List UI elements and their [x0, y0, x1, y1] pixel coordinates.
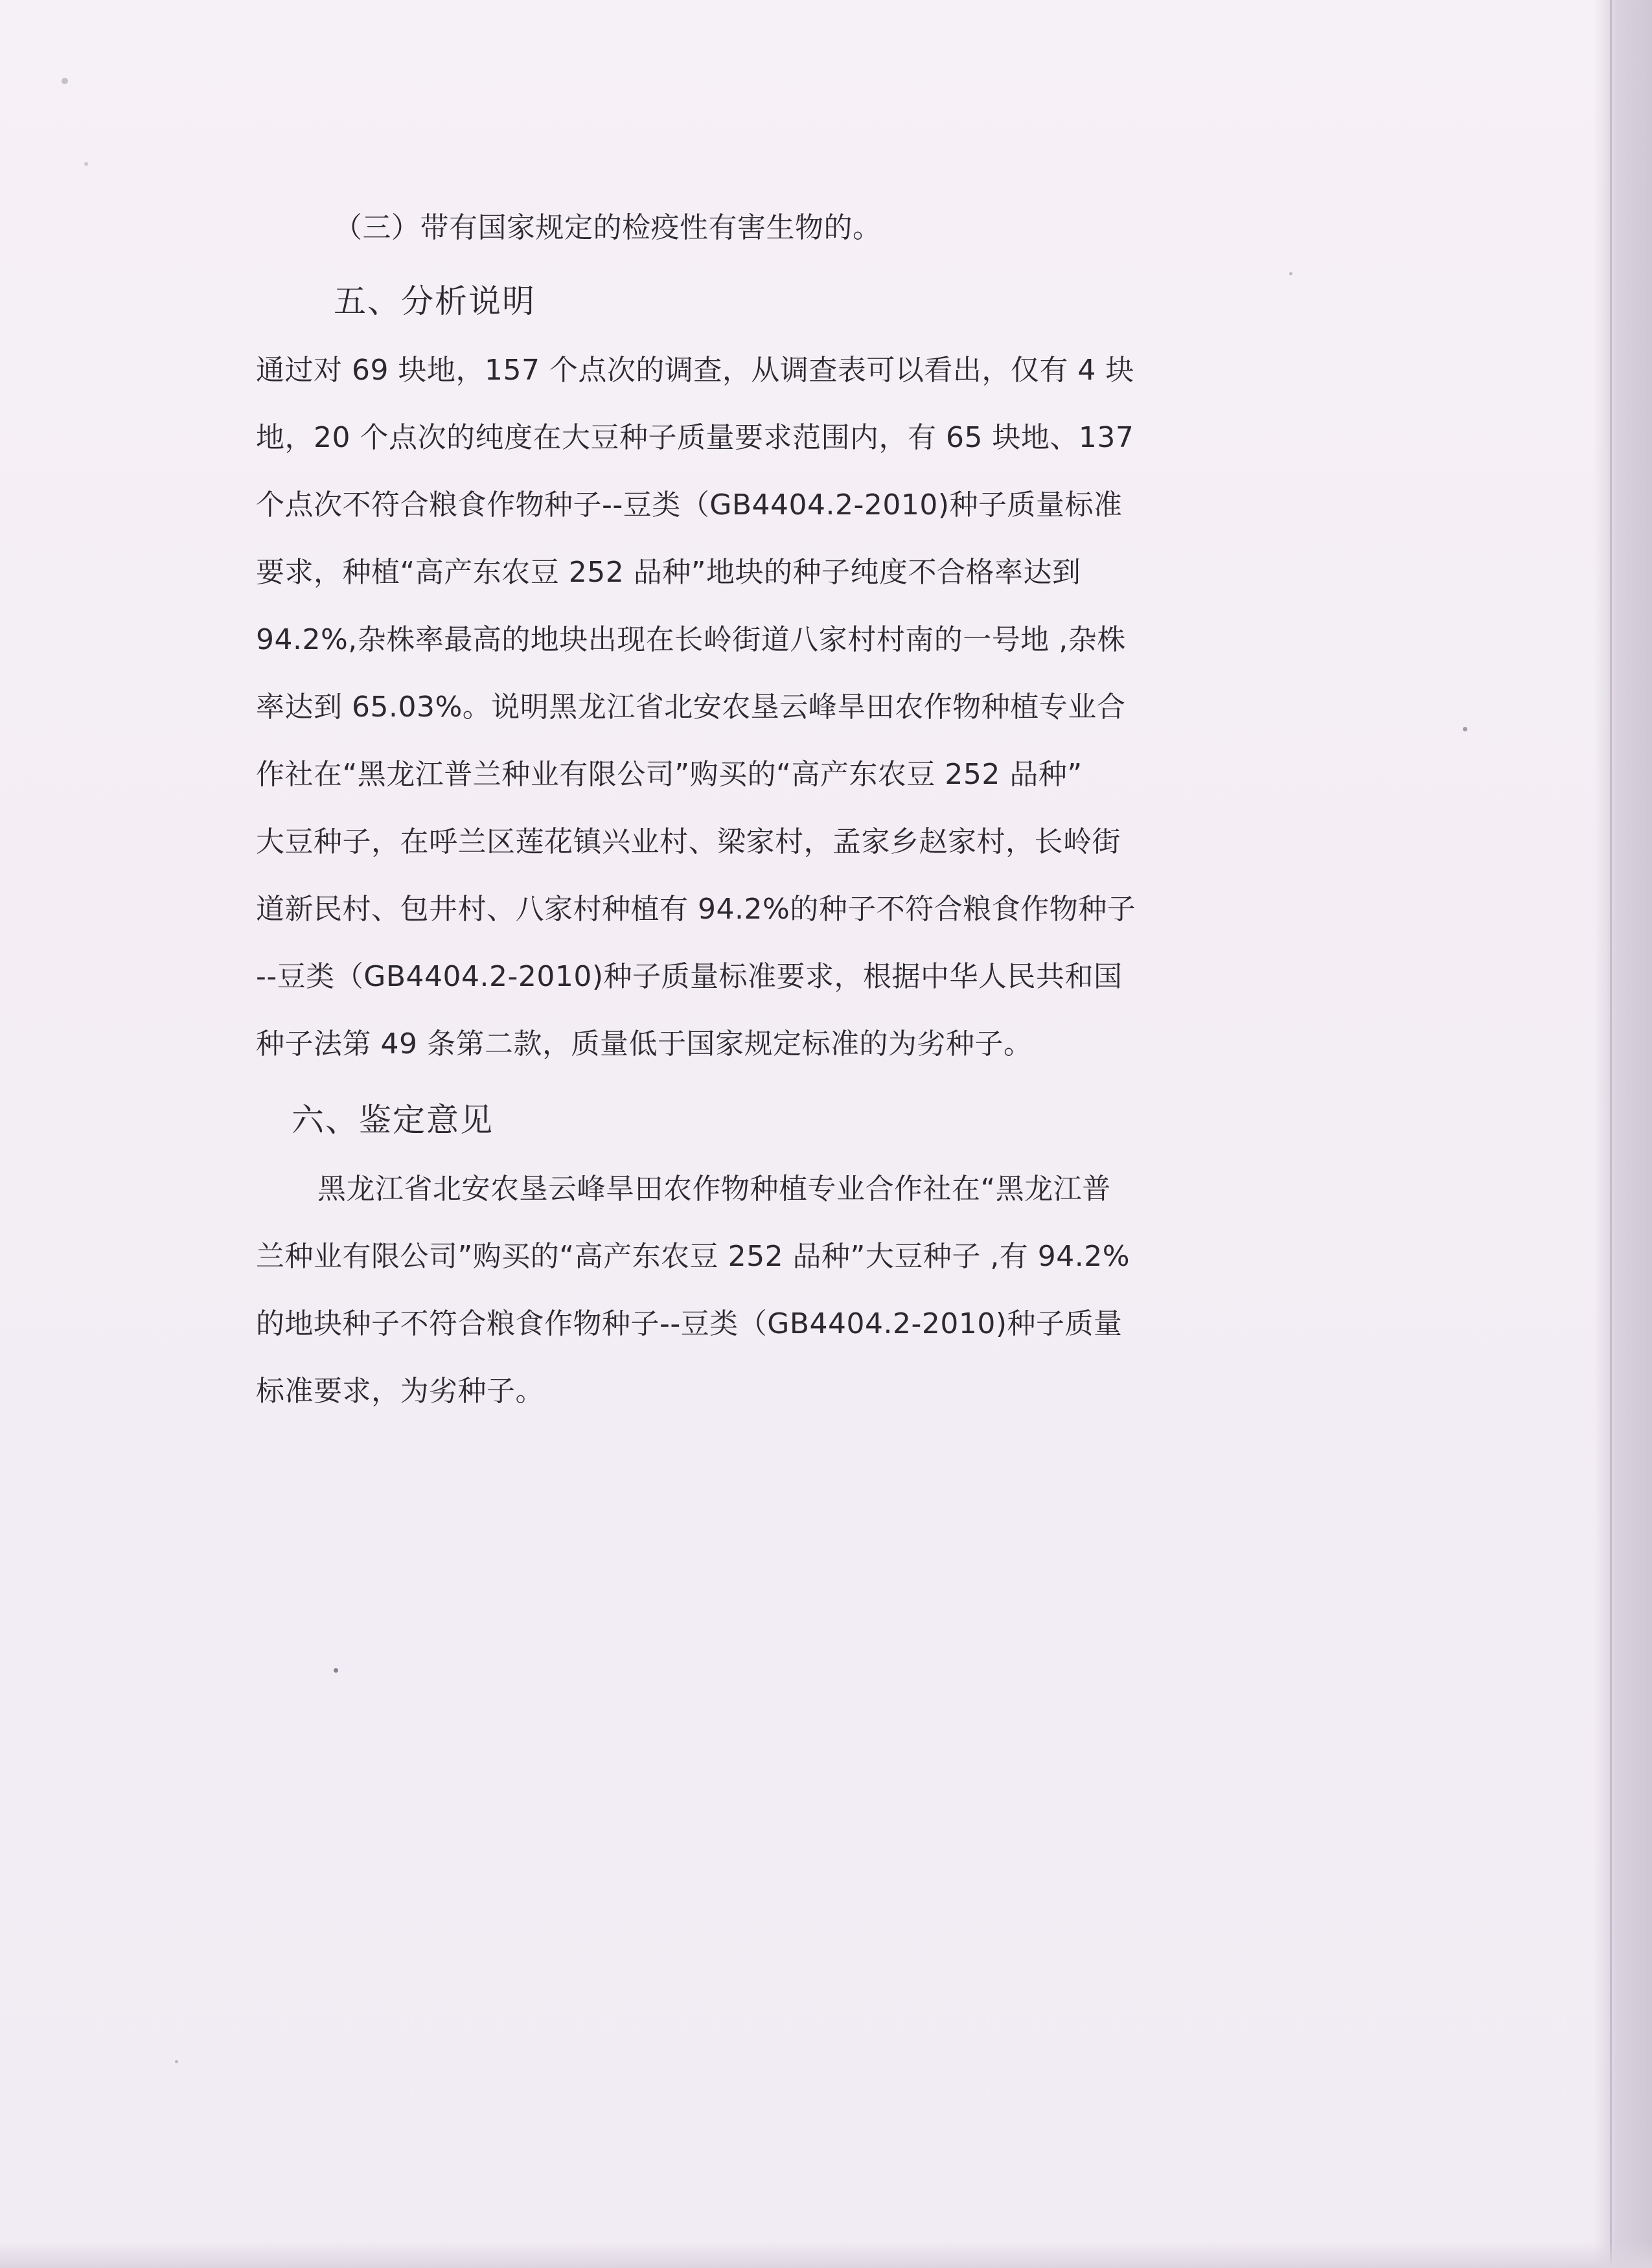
- page-bottom-edge: [0, 2242, 1652, 2268]
- section-five-title: 五、分析说明: [334, 282, 536, 320]
- paragraph-line: 黑龙江省北安农垦云峰旱田农作物种植专业合作社在“黑龙江普: [317, 1173, 1111, 1206]
- paragraph-line: --豆类（GB4404.2-2010)种子质量标准要求，根据中华人民共和国: [256, 960, 1123, 993]
- scan-speck: [62, 78, 68, 84]
- paragraph-line: 兰种业有限公司”购买的“高产东农豆 252 品种”大豆种子 ,有 94.2%: [256, 1240, 1130, 1273]
- paragraph-line: 种子法第 49 条第二款，质量低于国家规定标准的为劣种子。: [256, 1027, 1033, 1060]
- paragraph-line: 标准要求，为劣种子。: [256, 1375, 544, 1408]
- paragraph-line: 94.2%,杂株率最高的地块出现在长岭街道八家村村南的一号地 ,杂株: [256, 623, 1126, 656]
- paragraph-line: 道新民村、包井村、八家村种植有 94.2%的种子不符合粮食作物种子: [256, 893, 1136, 926]
- paragraph-line: 通过对 69 块地，157 个点次的调查，从调查表可以看出，仅有 4 块: [256, 354, 1134, 387]
- section-six-title: 六、鉴定意见: [292, 1101, 494, 1139]
- scan-speck: [1463, 727, 1467, 731]
- paragraph-line: 的地块种子不符合粮食作物种子--豆类（GB4404.2-2010)种子质量: [256, 1307, 1123, 1340]
- item-three: （三）带有国家规定的检疫性有害生物的。: [334, 211, 882, 244]
- section-six-paragraph: [256, 1156, 1163, 1425]
- paragraph-line: 大豆种子，在呼兰区莲花镇兴业村、梁家村，孟家乡赵家村，长岭街: [256, 825, 1121, 858]
- paragraph-line: 个点次不符合粮食作物种子--豆类（GB4404.2-2010)种子质量标准: [256, 488, 1123, 521]
- paragraph-line: 地，20 个点次的纯度在大豆种子质量要求范围内，有 65 块地、137: [256, 421, 1134, 454]
- scan-speck: [175, 2060, 178, 2063]
- paragraph-line: 要求，种植“高产东农豆 252 品种”地块的种子纯度不合格率达到: [256, 556, 1081, 589]
- document-body: [256, 194, 1163, 1425]
- page-edge-line: [1610, 0, 1612, 2268]
- page-edge-shadow: [1594, 0, 1652, 2268]
- scan-speck: [84, 162, 88, 166]
- scan-speck: [1289, 272, 1292, 275]
- paragraph-line: 作社在“黑龙江普兰种业有限公司”购买的“高产东农豆 252 品种”: [256, 758, 1083, 791]
- paragraph-line: 率达到 65.03%。说明黑龙江省北安农垦云峰旱田农作物种植专业合: [256, 691, 1126, 724]
- scan-speck: [334, 1668, 338, 1673]
- section-five-paragraph: [256, 337, 1163, 1078]
